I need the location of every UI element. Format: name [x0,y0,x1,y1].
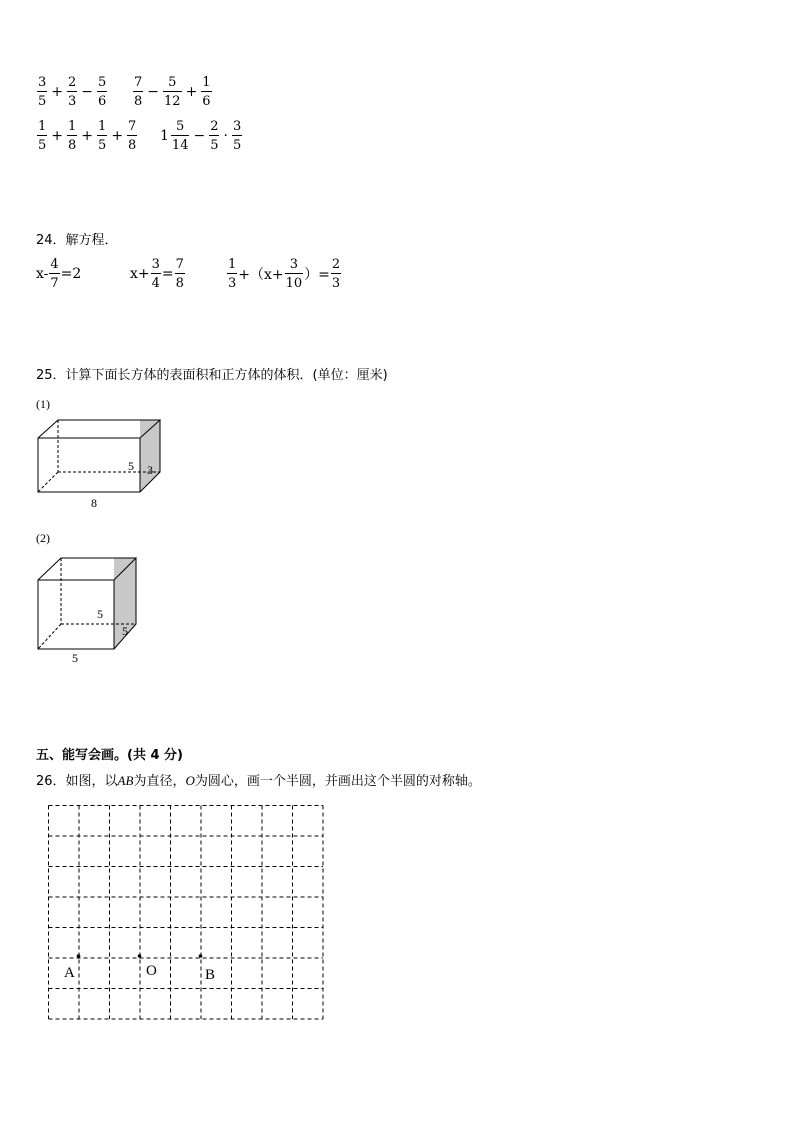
cube-edge-label: 5 [122,624,128,638]
equation-2: x+ $\frac{3}{4}$ = $\frac{7}{8}$ [130,257,184,291]
section-5-title: 五、能写会画。(共 4 分) [36,748,183,763]
label-b: B [205,967,216,983]
point-b [199,954,203,958]
fraction: $\frac{1}{6}$ [202,75,211,109]
label-o: O [146,963,157,979]
cube-edge-label: 5 [97,607,103,621]
point-o [138,954,142,958]
equation-1: x- $\frac{4}{7}$ =2 [36,257,82,291]
dashed-grid [44,801,328,1023]
cube-figure [30,550,150,670]
fraction: $\frac{5}{6}$ [98,75,107,109]
cube-edge-label: 5 [72,651,78,665]
fraction: $\frac{1}{5}$ [38,119,47,153]
cuboid-width-label: 5 [128,459,134,473]
fraction: $\frac{2}{5}$ [210,119,219,153]
fraction: $\frac{7}{8}$ [134,75,143,109]
equation-3: $\frac{1}{3}$ +（x+ $\frac{3}{10}$ ）= $\frac{2}{3}$ [228,257,341,291]
figure-2-label: (2) [36,531,50,545]
question-25-title: 25．计算下面长方体的表面积和正方体的体积．(单位：厘米) [36,368,388,383]
cuboid-length-label: 8 [91,496,97,510]
fraction: $\frac{5}{14}$ [171,119,189,153]
point-a [77,954,81,958]
calc-expression-1a: $\frac{3}{5}$ + $\frac{2}{3}$ − $\frac{5}{6}$ [38,75,107,109]
fraction: $\frac{2}{3}$ [68,75,77,109]
figure-1-label: (1) [36,397,50,411]
fraction: $\frac{7}{8}$ [128,119,137,153]
fraction: $\frac{1}{8}$ [68,119,77,153]
fraction: $\frac{5}{12}$ [164,75,181,109]
fraction: $\frac{1}{5}$ [98,119,107,153]
calc-expression-1b: $\frac{7}{8}$ − $\frac{5}{12}$ + $\frac{1}{6}$ [134,75,211,109]
cuboid-height-label: 3 [147,463,153,477]
fraction: $\frac{3}{5}$ [232,119,242,153]
cuboid-figure [30,412,170,512]
calc-expression-2a: $\frac{1}{5}$ + $\frac{1}{8}$ + $\frac{1}{5}$ + $\frac{7}{8}$ [38,119,137,153]
calc-expression-2b: 1 $\frac{5}{14}$ − $\frac{2}{5}$ · $\frac{3}{5}$ [160,119,242,153]
question-26-title: 26．如图，以AB为直径，O为圆心，画一个半圆，并画出这个半圆的对称轴。 [36,773,481,789]
fraction: $\frac{3}{5}$ [38,75,47,109]
label-a: A [64,965,75,981]
question-24-title: 24．解方程． [36,233,118,248]
